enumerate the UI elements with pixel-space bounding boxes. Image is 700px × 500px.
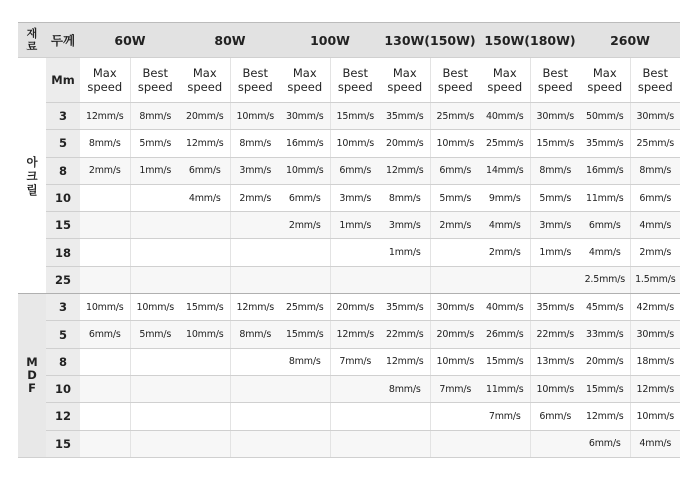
- best-speed-cell: [130, 239, 180, 266]
- speed-row: [18, 130, 680, 157]
- best-speed-cell: [430, 403, 480, 430]
- max-speed-cell: 16mm/s: [580, 157, 630, 184]
- best-speed-cell: [530, 266, 580, 293]
- max-speed-cell: 15mm/s: [580, 375, 630, 402]
- power-header-80w: 80W: [180, 23, 280, 58]
- max-speed-cell: [180, 375, 230, 402]
- max-speed-cell: 3mm/s: [380, 212, 430, 239]
- power-header-260w: 260W: [580, 23, 680, 58]
- best-speed-cell: 1mm/s: [530, 239, 580, 266]
- thickness-cell: 5: [46, 321, 80, 348]
- max-speed-cell: 7mm/s: [480, 403, 530, 430]
- max-speed-cell: 4mm/s: [480, 212, 530, 239]
- best-speed-cell: 3mm/s: [230, 157, 280, 184]
- max-speed-cell: [380, 403, 430, 430]
- thickness-cell: 8: [46, 348, 80, 375]
- max-speed-cell: 9mm/s: [480, 184, 530, 211]
- best-speed-cell: 30mm/s: [530, 103, 580, 130]
- thickness-cell: 8: [46, 157, 80, 184]
- max-speed-cell: 50mm/s: [580, 103, 630, 130]
- max-speed-cell: 2.5mm/s: [580, 266, 630, 293]
- best-speed-cell: 30mm/s: [430, 294, 480, 321]
- best-speed-cell: 10mm/s: [430, 130, 480, 157]
- max-speed-header: Max speed: [280, 58, 330, 103]
- max-speed-cell: 8mm/s: [80, 130, 130, 157]
- speed-row: [18, 294, 680, 321]
- max-speed-cell: [280, 266, 330, 293]
- speed-row: [18, 375, 680, 402]
- best-speed-header: Best speed: [530, 58, 580, 103]
- max-speed-cell: 6mm/s: [180, 157, 230, 184]
- max-speed-cell: [480, 430, 530, 457]
- max-speed-cell: [180, 266, 230, 293]
- max-speed-cell: [80, 212, 130, 239]
- best-speed-cell: [430, 266, 480, 293]
- best-speed-cell: 10mm/s: [530, 375, 580, 402]
- max-speed-cell: [480, 266, 530, 293]
- max-speed-cell: 25mm/s: [280, 294, 330, 321]
- best-speed-cell: 15mm/s: [530, 130, 580, 157]
- max-speed-cell: 8mm/s: [280, 348, 330, 375]
- thickness-cell: 10: [46, 184, 80, 211]
- best-speed-cell: 8mm/s: [130, 103, 180, 130]
- best-speed-cell: 12mm/s: [630, 375, 680, 402]
- max-speed-cell: 12mm/s: [180, 130, 230, 157]
- speed-row: [18, 184, 680, 211]
- material-cell-acrylic: 아 크 릴: [18, 58, 46, 294]
- best-speed-cell: 2mm/s: [230, 184, 280, 211]
- best-speed-cell: 18mm/s: [630, 348, 680, 375]
- speed-row: [18, 239, 680, 266]
- thickness-cell: 18: [46, 239, 80, 266]
- thickness-unit-label: Mm: [46, 58, 80, 103]
- thickness-cell: 15: [46, 430, 80, 457]
- speed-row: [18, 348, 680, 375]
- max-speed-cell: 2mm/s: [480, 239, 530, 266]
- max-speed-cell: 2mm/s: [80, 157, 130, 184]
- max-speed-cell: 1mm/s: [380, 239, 430, 266]
- thickness-cell: 10: [46, 375, 80, 402]
- best-speed-cell: [230, 403, 280, 430]
- best-speed-cell: 10mm/s: [330, 130, 380, 157]
- best-speed-cell: 30mm/s: [630, 321, 680, 348]
- max-speed-cell: 10mm/s: [80, 294, 130, 321]
- best-speed-cell: 25mm/s: [630, 130, 680, 157]
- best-speed-cell: [330, 403, 380, 430]
- best-speed-cell: 20mm/s: [330, 294, 380, 321]
- max-speed-cell: 12mm/s: [380, 157, 430, 184]
- speed-row: [18, 403, 680, 430]
- max-speed-cell: 6mm/s: [280, 184, 330, 211]
- best-speed-cell: 20mm/s: [430, 321, 480, 348]
- max-speed-cell: 30mm/s: [280, 103, 330, 130]
- max-speed-cell: 33mm/s: [580, 321, 630, 348]
- thickness-cell: 3: [46, 294, 80, 321]
- thickness-cell: 12: [46, 403, 80, 430]
- best-speed-cell: [130, 212, 180, 239]
- max-speed-cell: 10mm/s: [280, 157, 330, 184]
- max-speed-cell: 6mm/s: [580, 212, 630, 239]
- best-speed-cell: 1.5mm/s: [630, 266, 680, 293]
- power-header-130w: 130W(150W): [380, 23, 480, 58]
- max-speed-header: Max speed: [380, 58, 430, 103]
- max-speed-header: Max speed: [80, 58, 130, 103]
- best-speed-cell: [130, 266, 180, 293]
- speed-row: [18, 157, 680, 184]
- max-speed-cell: 20mm/s: [580, 348, 630, 375]
- best-speed-cell: 10mm/s: [230, 103, 280, 130]
- best-speed-cell: [230, 239, 280, 266]
- speed-row: [18, 430, 680, 457]
- thickness-cell: 15: [46, 212, 80, 239]
- material-header: 재 료: [18, 23, 46, 58]
- best-speed-cell: 3mm/s: [530, 212, 580, 239]
- best-speed-cell: 4mm/s: [630, 430, 680, 457]
- max-speed-cell: [280, 239, 330, 266]
- best-speed-cell: 10mm/s: [130, 294, 180, 321]
- best-speed-cell: 10mm/s: [430, 348, 480, 375]
- best-speed-cell: [330, 266, 380, 293]
- best-speed-cell: 3mm/s: [330, 184, 380, 211]
- best-speed-cell: 12mm/s: [230, 294, 280, 321]
- best-speed-cell: 5mm/s: [130, 321, 180, 348]
- best-speed-cell: 5mm/s: [430, 184, 480, 211]
- max-speed-cell: 11mm/s: [480, 375, 530, 402]
- best-speed-cell: 13mm/s: [530, 348, 580, 375]
- max-speed-cell: 11mm/s: [580, 184, 630, 211]
- thickness-cell: 5: [46, 130, 80, 157]
- best-speed-header: Best speed: [630, 58, 680, 103]
- speed-row: [18, 103, 680, 130]
- max-speed-cell: 4mm/s: [180, 184, 230, 211]
- best-speed-cell: 22mm/s: [530, 321, 580, 348]
- best-speed-cell: [130, 375, 180, 402]
- speed-row: [18, 266, 680, 293]
- best-speed-cell: [430, 239, 480, 266]
- max-speed-cell: 40mm/s: [480, 103, 530, 130]
- thickness-header: 두께: [46, 23, 80, 58]
- best-speed-cell: 2mm/s: [630, 239, 680, 266]
- best-speed-header: Best speed: [130, 58, 180, 103]
- best-speed-cell: [230, 375, 280, 402]
- max-speed-cell: 35mm/s: [380, 103, 430, 130]
- best-speed-cell: 7mm/s: [430, 375, 480, 402]
- power-header-row: [18, 23, 680, 58]
- best-speed-cell: 6mm/s: [630, 184, 680, 211]
- best-speed-cell: 7mm/s: [330, 348, 380, 375]
- max-speed-cell: 6mm/s: [80, 321, 130, 348]
- best-speed-cell: 6mm/s: [430, 157, 480, 184]
- best-speed-header: Best speed: [430, 58, 480, 103]
- max-speed-cell: 6mm/s: [580, 430, 630, 457]
- laser-speed-table: [18, 22, 680, 458]
- best-speed-cell: 5mm/s: [530, 184, 580, 211]
- max-speed-cell: 15mm/s: [480, 348, 530, 375]
- best-speed-cell: 15mm/s: [330, 103, 380, 130]
- max-speed-cell: 12mm/s: [380, 348, 430, 375]
- best-speed-cell: 6mm/s: [530, 403, 580, 430]
- thickness-cell: 25: [46, 266, 80, 293]
- best-speed-cell: 35mm/s: [530, 294, 580, 321]
- max-speed-cell: 35mm/s: [580, 130, 630, 157]
- speed-subheader-row: [18, 58, 680, 103]
- best-speed-cell: 4mm/s: [630, 212, 680, 239]
- max-speed-cell: 15mm/s: [180, 294, 230, 321]
- max-speed-cell: [180, 348, 230, 375]
- power-header-150w: 150W(180W): [480, 23, 580, 58]
- speed-row: [18, 321, 680, 348]
- max-speed-cell: [80, 348, 130, 375]
- max-speed-header: Max speed: [580, 58, 630, 103]
- max-speed-cell: 2mm/s: [280, 212, 330, 239]
- best-speed-cell: [330, 375, 380, 402]
- max-speed-cell: [80, 430, 130, 457]
- best-speed-cell: 2mm/s: [430, 212, 480, 239]
- max-speed-cell: 26mm/s: [480, 321, 530, 348]
- max-speed-cell: [280, 430, 330, 457]
- max-speed-cell: [380, 266, 430, 293]
- max-speed-cell: 12mm/s: [580, 403, 630, 430]
- max-speed-cell: 4mm/s: [580, 239, 630, 266]
- best-speed-cell: [330, 430, 380, 457]
- best-speed-cell: 5mm/s: [130, 130, 180, 157]
- best-speed-header: Best speed: [230, 58, 280, 103]
- max-speed-cell: 16mm/s: [280, 130, 330, 157]
- best-speed-cell: [230, 430, 280, 457]
- max-speed-cell: [80, 266, 130, 293]
- max-speed-cell: [180, 239, 230, 266]
- max-speed-cell: 8mm/s: [380, 375, 430, 402]
- best-speed-cell: 8mm/s: [630, 157, 680, 184]
- max-speed-cell: 45mm/s: [580, 294, 630, 321]
- max-speed-header: Max speed: [180, 58, 230, 103]
- max-speed-cell: [180, 212, 230, 239]
- max-speed-cell: 20mm/s: [180, 103, 230, 130]
- best-speed-cell: 30mm/s: [630, 103, 680, 130]
- max-speed-cell: 25mm/s: [480, 130, 530, 157]
- best-speed-cell: [330, 239, 380, 266]
- best-speed-header: Best speed: [330, 58, 380, 103]
- best-speed-cell: 12mm/s: [330, 321, 380, 348]
- best-speed-cell: 10mm/s: [630, 403, 680, 430]
- max-speed-cell: [280, 375, 330, 402]
- best-speed-cell: 1mm/s: [130, 157, 180, 184]
- best-speed-cell: [530, 430, 580, 457]
- max-speed-cell: [80, 184, 130, 211]
- best-speed-cell: 8mm/s: [230, 321, 280, 348]
- max-speed-cell: 10mm/s: [180, 321, 230, 348]
- max-speed-cell: [280, 403, 330, 430]
- max-speed-cell: 12mm/s: [80, 103, 130, 130]
- max-speed-cell: 22mm/s: [380, 321, 430, 348]
- max-speed-cell: 35mm/s: [380, 294, 430, 321]
- best-speed-cell: 1mm/s: [330, 212, 380, 239]
- power-header-100w: 100W: [280, 23, 380, 58]
- max-speed-cell: [180, 430, 230, 457]
- thickness-cell: 3: [46, 103, 80, 130]
- best-speed-cell: 6mm/s: [330, 157, 380, 184]
- speed-table-container: [18, 22, 680, 458]
- max-speed-cell: 15mm/s: [280, 321, 330, 348]
- best-speed-cell: [130, 348, 180, 375]
- max-speed-cell: 20mm/s: [380, 130, 430, 157]
- best-speed-cell: [230, 266, 280, 293]
- max-speed-cell: 14mm/s: [480, 157, 530, 184]
- best-speed-cell: 8mm/s: [230, 130, 280, 157]
- max-speed-cell: 40mm/s: [480, 294, 530, 321]
- max-speed-header: Max speed: [480, 58, 530, 103]
- max-speed-cell: [80, 403, 130, 430]
- speed-table-body: [18, 58, 680, 458]
- max-speed-cell: [80, 375, 130, 402]
- material-cell-mdf: M D F: [18, 294, 46, 458]
- best-speed-cell: [130, 430, 180, 457]
- max-speed-cell: [380, 430, 430, 457]
- best-speed-cell: [230, 212, 280, 239]
- power-header-60w: 60W: [80, 23, 180, 58]
- max-speed-cell: 8mm/s: [380, 184, 430, 211]
- best-speed-cell: 42mm/s: [630, 294, 680, 321]
- speed-row: [18, 212, 680, 239]
- best-speed-cell: 8mm/s: [530, 157, 580, 184]
- best-speed-cell: 25mm/s: [430, 103, 480, 130]
- best-speed-cell: [230, 348, 280, 375]
- max-speed-cell: [180, 403, 230, 430]
- best-speed-cell: [430, 430, 480, 457]
- best-speed-cell: [130, 403, 180, 430]
- max-speed-cell: [80, 239, 130, 266]
- best-speed-cell: [130, 184, 180, 211]
